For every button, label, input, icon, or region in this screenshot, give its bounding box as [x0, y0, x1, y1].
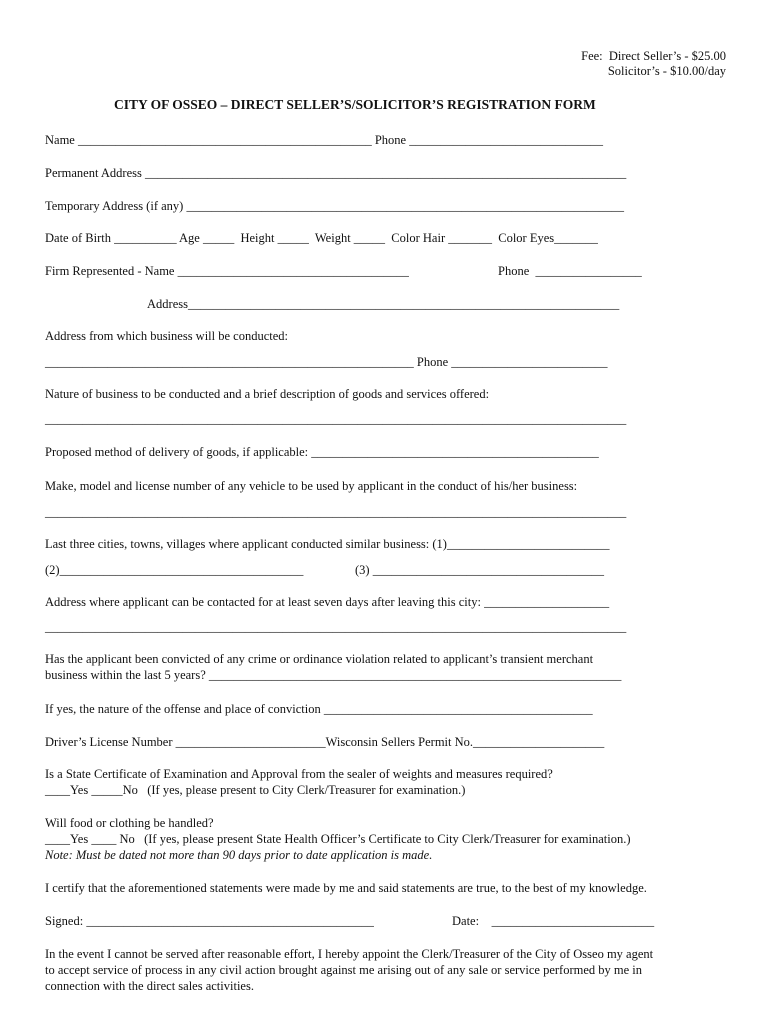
agent-paragraph-line-1: In the event I cannot be served after reasonable effort, I hereby appoint the Clerk/Treasurer of the City of Osseo my agent: [45, 947, 654, 961]
cities-field-1[interactable]: Last three cities, towns, villages where applicant conducted similar business: (1)__________________________: [45, 537, 610, 551]
agent-paragraph-line-2: to accept service of process in any civil action brought against me arising out of any sale or service performed by me in: [45, 963, 643, 977]
date-field[interactable]: Date: __________________________: [452, 914, 655, 928]
nature-field[interactable]: _____________________________________________________________________________________________: [45, 412, 627, 426]
dob-row[interactable]: Date of Birth __________ Age _____ Height _____ Weight _____ Color Hair _______ Color Eyes_______: [45, 231, 598, 245]
convicted-field[interactable]: business within the last 5 years? __________________________________________________________________: [45, 668, 622, 682]
license-field[interactable]: Driver’s License Number ________________________Wisconsin Sellers Permit No._____________________: [45, 735, 605, 749]
offense-field[interactable]: If yes, the nature of the offense and place of conviction ___________________________________________: [45, 702, 593, 716]
firm-address-field[interactable]: Address_____________________________________________________________________: [147, 297, 620, 311]
firm-phone-field[interactable]: Phone _________________: [498, 264, 642, 278]
convicted-question: Has the applicant been convicted of any crime or ordinance violation related to applicant’s transient merchant: [45, 652, 594, 666]
nature-label: Nature of business to be conducted and a brief description of goods and services offered:: [45, 387, 490, 401]
contact-address-line[interactable]: _____________________________________________________________________________________________: [45, 620, 627, 634]
temporary-address-field[interactable]: Temporary Address (if any) ______________________________________________________________________: [45, 199, 624, 213]
firm-name-field[interactable]: Firm Represented - Name _____________________________________: [45, 264, 409, 278]
name-field[interactable]: Name _______________________________________________ Phone _______________________________: [45, 133, 603, 147]
business-address-field[interactable]: ___________________________________________________________ Phone _________________________: [45, 355, 608, 369]
vehicle-field[interactable]: _____________________________________________________________________________________________: [45, 505, 627, 519]
form-title: CITY OF OSSEO – DIRECT SELLER’S/SOLICITOR’S REGISTRATION FORM: [114, 97, 596, 112]
cities-field-3[interactable]: (3) _____________________________________: [355, 563, 604, 577]
business-address-label: Address from which business will be conducted:: [45, 329, 289, 343]
fee-line-2: Solicitor’s - $10.00/day: [607, 64, 726, 78]
food-note: Note: Must be dated not more than 90 days prior to date application is made.: [45, 848, 433, 862]
certify-statement: I certify that the aforementioned statements were made by me and said statements are true, to the best of my knowledge.: [45, 881, 647, 895]
delivery-field[interactable]: Proposed method of delivery of goods, if applicable: ______________________________________________: [45, 445, 599, 459]
certificate-yes-no[interactable]: ____Yes _____No (If yes, please present to City Clerk/Treasurer for examination.): [45, 783, 466, 797]
signed-field[interactable]: Signed: ______________________________________________: [45, 914, 374, 928]
certificate-question: Is a State Certificate of Examination and Approval from the sealer of weights and measures required?: [45, 767, 553, 781]
cities-field-2[interactable]: (2)_______________________________________: [45, 563, 304, 577]
vehicle-label: Make, model and license number of any vehicle to be used by applicant in the conduct of his/her business:: [45, 479, 578, 493]
agent-paragraph-line-3: connection with the direct sales activities.: [45, 979, 254, 993]
contact-address-field[interactable]: Address where applicant can be contacted for at least seven days after leaving this city: ____________________: [45, 595, 610, 609]
food-yes-no[interactable]: ____Yes ____ No (If yes, please present State Health Officer’s Certificate to City Clerk/Treasurer for examination.): [45, 832, 631, 846]
permanent-address-field[interactable]: Permanent Address _____________________________________________________________________________: [45, 166, 627, 180]
fee-line-1: Fee: Direct Seller’s - $25.00: [581, 49, 726, 63]
food-question: Will food or clothing be handled?: [45, 816, 214, 830]
